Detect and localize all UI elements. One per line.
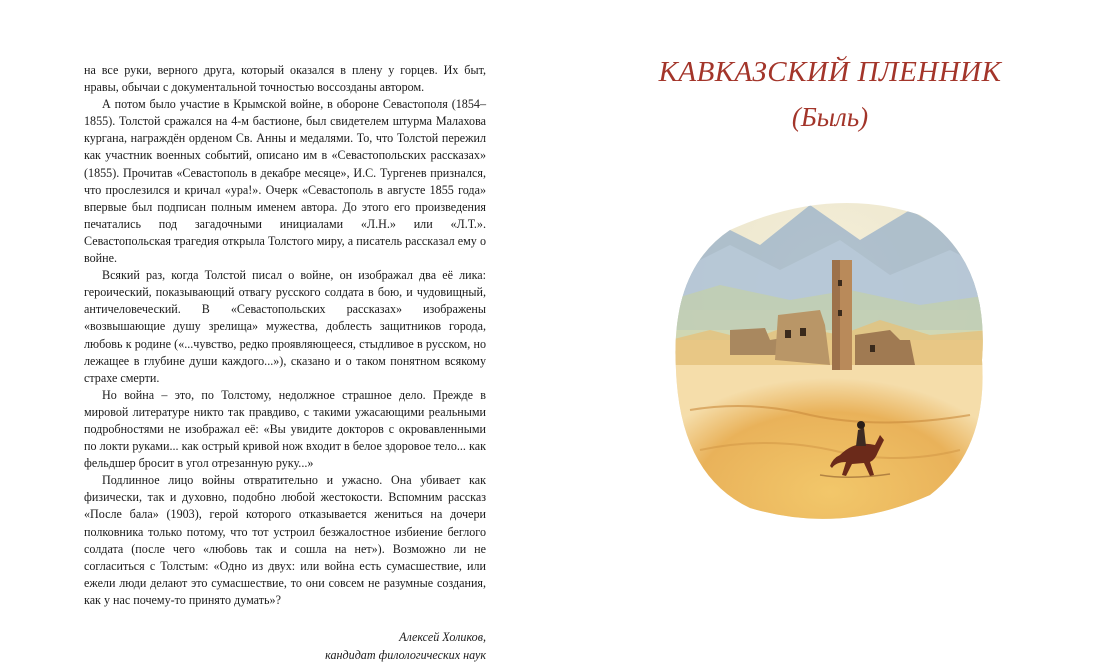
watercolor-illustration xyxy=(670,190,990,530)
left-page xyxy=(84,62,486,664)
story-subtitle: (Быль) xyxy=(560,102,1100,133)
paragraph-1: на все руки, верного друга, который оказался в плену у горцев. Их быт, нравы, обычаи с документальной точностью воссозданы автором. xyxy=(84,62,486,96)
paragraph-3: Всякий раз, когда Толстой писал о войне, он изображал два её лика: героический, показывающий отвагу русского солдата в бою, и чудовищный, античеловеческий. В «Севастопольских рассказах» изображены «возвышающие душу зрелища» мужества, доблесть защитников города, любовь к родине («...чувство, редко проявляющееся, стыдливое в русском, но лежащее в глубине души каждого...»), сказано и о таком понятном всякому страхе смерти. xyxy=(84,267,486,387)
paragraph-2: А потом было участие в Крымской войне, в обороне Севастополя (1854–1855). Толстой сражался на 4-м бастионе, был свидетелем штурма Малахова кургана, награждён орденом Св. Анны и медалями. То, что Толстой пережил как участник военных событий, описано им в «Севастопольских рассказах» (1855). Прочитав «Севастополь в декабре месяце», И.С. Тургенев признался, что прослезился и кричал «ура!». Очерк «Севастополь в августе 1855 года» впервые был подписан полным именем автора. До этого его произведения печатались под загадочными инициалами «Л.Н.» или «Л.Т.». Севастопольская трагедия открыла Толстого миру, а писатель рассказал ему о войне. xyxy=(84,96,486,267)
story-title: КАВКАЗСКИЙ ПЛЕННИК xyxy=(560,56,1100,89)
author-signature xyxy=(84,629,486,664)
signature-title: кандидат филологических наук xyxy=(84,647,486,664)
right-page xyxy=(560,0,1100,663)
signature-name: Алексей Холиков, xyxy=(84,629,486,647)
paragraph-5: Подлинное лицо войны отвратительно и ужасно. Она убивает как физически, так и духовно, подобно любой жестокости. Вспомним рассказ «После бала» (1903), герой которого отказывается жениться на дочери полковника только потому, что тот устроил безжалостное избиение беглого солдата (после чего «любовь так и сошла на нет»). Возможно ли не согласиться с Толстым: «Одно из двух: или война есть сумасшествие, или ежели люди делают это сумасшествие, то они совсем не разумные создания, как у нас почему-то принято думать»? xyxy=(84,472,486,609)
paragraph-4: Но война – это, по Толстому, недолжное страшное дело. Прежде в мировой литературе никто так правдиво, с такими ужасающими реальными подробностями не изображал её: «Вы увидите докторов с окровавленными по локти руками... как острый кривой нож входит в белое здоровое тело... как фельдшер бросит в угол отрезанную руку...» xyxy=(84,387,486,472)
